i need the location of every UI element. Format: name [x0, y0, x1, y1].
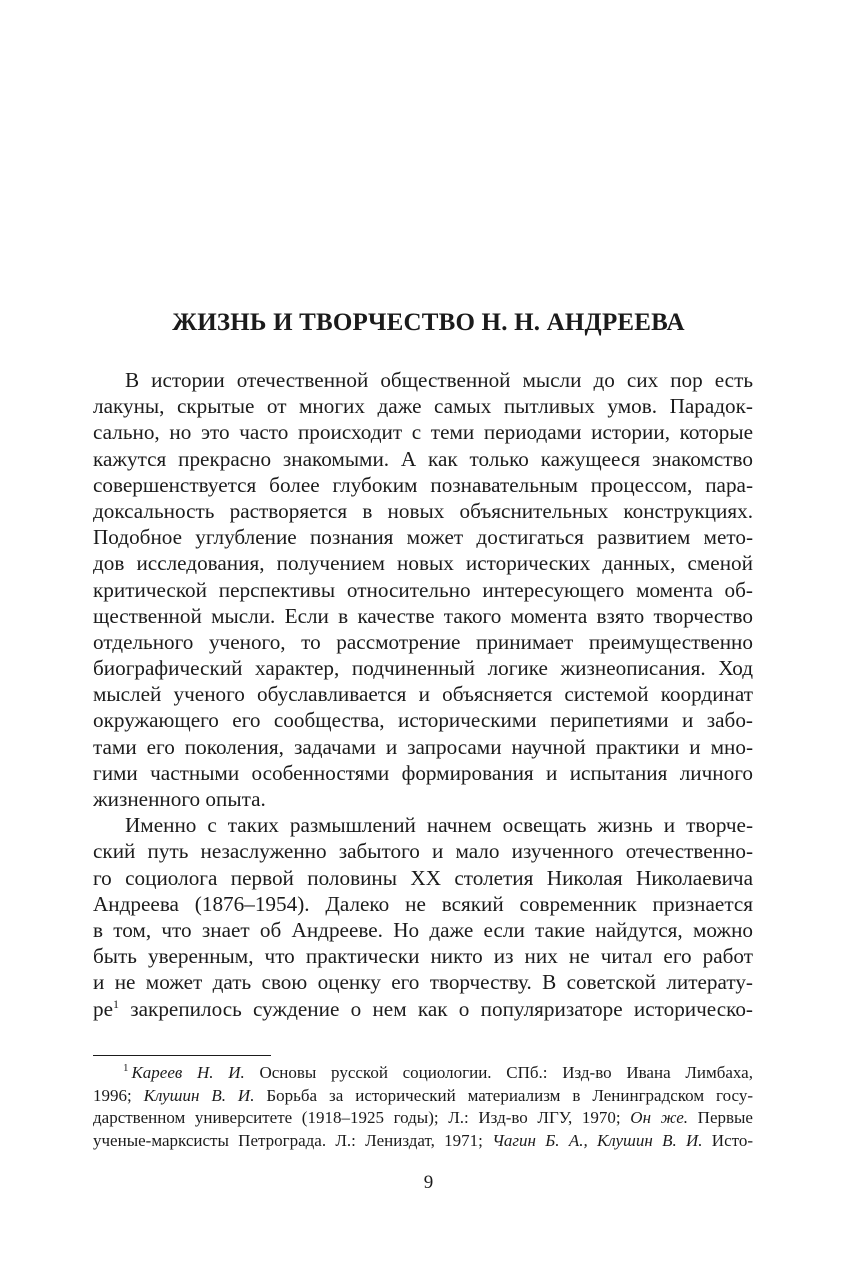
text-line: совершенствуется более глубоким познавательным процессом, пара-	[93, 472, 753, 497]
text-line: дов исследования, получением новых исторических данных, сменой	[93, 551, 753, 576]
footnote-line	[93, 1130, 753, 1153]
footnote-author: Он же.	[630, 1108, 689, 1127]
footnote-text: Основы русской социологии. СПб.: Изд-во Ивана Лимбаха,	[244, 1063, 753, 1082]
chapter-title: ЖИЗНЬ И ТВОРЧЕСТВО Н. Н. АНДРЕЕВА	[172, 309, 685, 336]
text-line: ский путь незаслуженно забытого и мало изученного отечественно-	[93, 839, 753, 864]
text-line: В истории отечественной общественной мысли до сих пор есть	[125, 368, 753, 392]
text-line: Подобное углубление познания может достигаться развитием мето-	[93, 525, 753, 550]
page-number: 9	[423, 1172, 434, 1193]
text-fragment: закрепилось суждение о нем как о популяризаторе историческо-	[119, 996, 753, 1021]
footnote-text: 1996;	[93, 1085, 144, 1105]
text-line-with-footnote	[93, 996, 753, 1022]
text-line: тами его поколения, задачами и запросами научной практики и мно-	[93, 734, 753, 759]
footnote-reference[interactable]: 1	[113, 996, 119, 1011]
footnote-text: Первые	[688, 1108, 753, 1127]
text-line: биографический характер, подчиненный логике жизнеописания. Ход	[93, 656, 753, 681]
text-line: лакуны, скрытые от многих даже самых пытливых умов. Парадок-	[93, 394, 753, 419]
text-line: критической перспективы относительно интересующего момента об-	[93, 577, 753, 602]
text-line: доксальность растворяется в новых объяснительных конструкциях.	[93, 498, 753, 523]
text-line: сально, но это часто происходит с теми периодами истории, которые	[93, 420, 753, 445]
footnote	[93, 1062, 753, 1152]
text-line: Андреева (1876–1954). Далеко не всякий современник признается	[93, 891, 753, 916]
footnote-author: Клушин В. И.	[143, 1085, 255, 1105]
text-fragment: ре	[93, 996, 113, 1021]
footnote-author: Чагин Б. А., Клушин В. И.	[492, 1130, 703, 1150]
text-line: щественной мысли. Если в качестве такого момента взято творчество	[93, 603, 753, 628]
text-line: го социолога первой половины XX столетия Николая Николаевича	[93, 865, 753, 890]
text-line: гими частными особенностями формирования и испытания личного	[93, 760, 753, 785]
footnote-text: Борьба за исторический материализм в Ленинградском госу-	[254, 1085, 753, 1105]
footnote-line	[93, 1062, 753, 1085]
footnote-text: дарственном университете (1918–1925 годы); Л.: Изд-во ЛГУ, 1970;	[93, 1108, 631, 1127]
footnote-line	[93, 1107, 753, 1130]
text-line: и не может дать свою оценку его творчеству. В советской литерату-	[93, 970, 753, 995]
footnote-separator	[93, 1055, 271, 1056]
text-line: кажутся прекрасно знакомыми. А как только кажущееся знакомство	[93, 446, 753, 471]
body-text	[93, 367, 753, 1022]
footnote-author: Кареев Н. И.	[131, 1063, 245, 1082]
text-line: окружающего его сообщества, историческими перипетиями и забо-	[93, 708, 753, 733]
text-line: мыслей ученого обуславливается и объясняется системой координат	[93, 682, 753, 707]
footnote-text: ученые-марксисты Петрограда. Л.: Лениздат, 1971;	[93, 1130, 493, 1150]
text-line: жизненного опыта.	[93, 787, 266, 811]
text-line: Именно с таких размышлений начнем освещать жизнь и творче-	[125, 813, 753, 838]
footnote-mark: 1	[123, 1062, 129, 1075]
text-line: в том, что знает об Андрееве. Но даже если такие найдутся, можно	[93, 917, 753, 942]
text-line: отдельного ученого, то рассмотрение принимает преимущественно	[93, 629, 753, 654]
footnote-line	[93, 1085, 753, 1108]
text-line: быть уверенным, что практически никто из них не читал его работ	[93, 944, 753, 969]
footnote-text: Исто-	[702, 1130, 753, 1150]
